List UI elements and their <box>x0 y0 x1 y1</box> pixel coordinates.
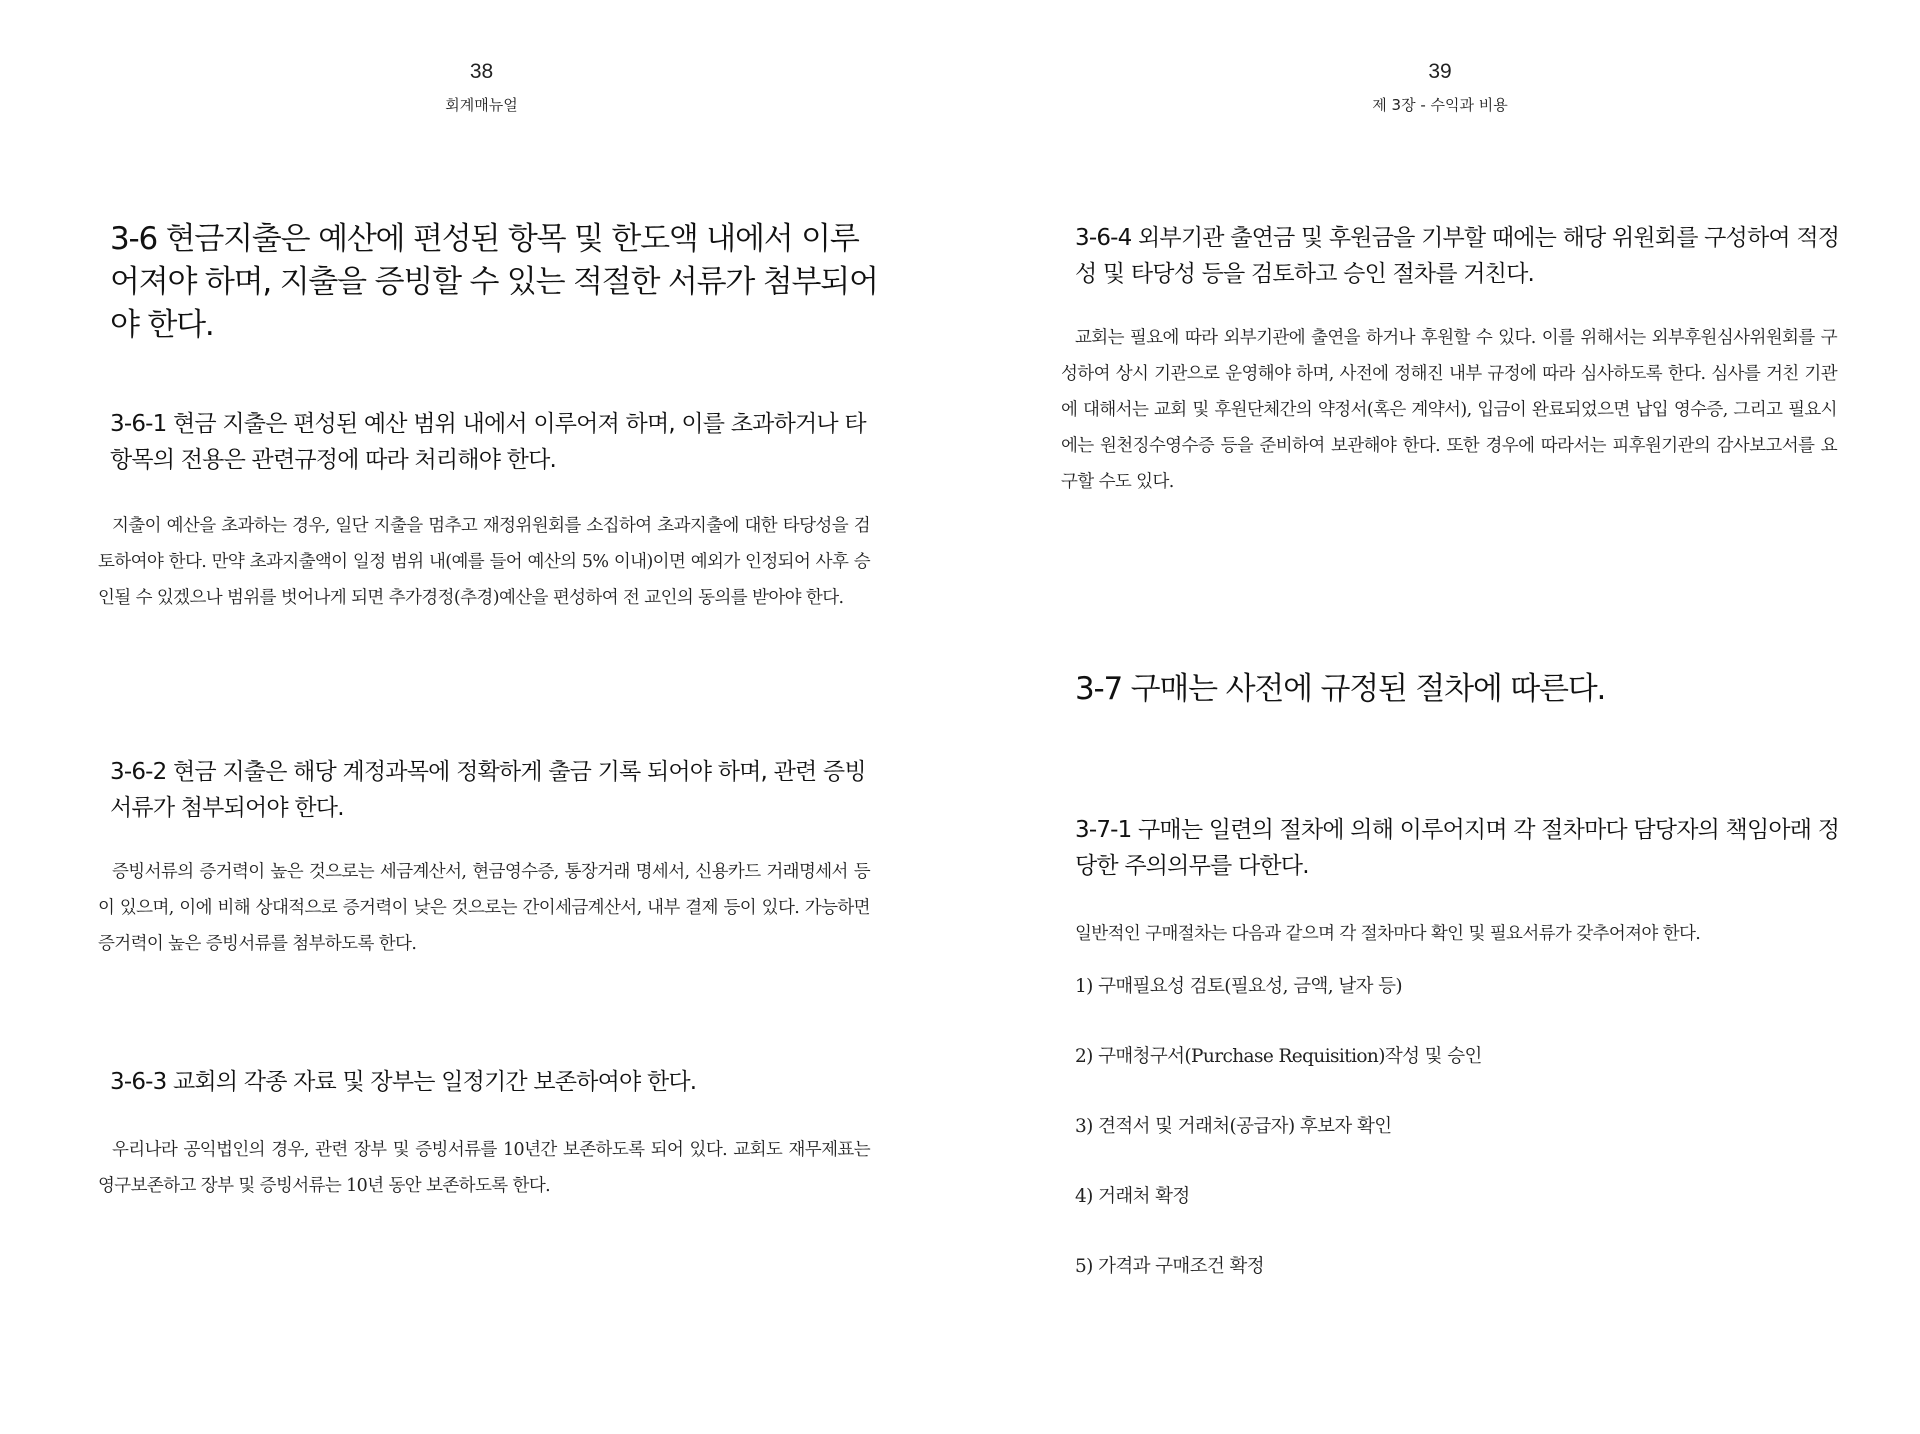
section-3-6-3 <box>110 1064 880 1100</box>
section-3-7-1-body <box>1061 916 1837 952</box>
section-3-6-1-body <box>98 508 870 616</box>
list-item: 4) 거래처 확정 <box>1075 1186 1190 1207</box>
body-paragraph: 우리나라 공익법인의 경우, 관련 장부 및 증빙서류를 10년간 보존하도록 되어 있다. 교회도 재무제표는 영구보존하고 장부 및 증빙서류는 10년 동안 보존하도록 한다. <box>98 1140 870 1196</box>
subsection-heading: 3-6-2 현금 지출은 해당 계정과목에 정확하게 출금 기록 되어야 하며, 관련 증빙서류가 첨부되어야 한다. <box>110 759 866 821</box>
subsection-heading: 3-7-1 구매는 일련의 절차에 의해 이루어지며 각 절차마다 담당자의 책임아래 정당한 주의의무를 다한다. <box>1075 817 1840 879</box>
list-item: 2) 구매청구서(Purchase Requisition)작성 및 승인 <box>1075 1046 1482 1067</box>
running-head: 회계매뉴얼 <box>445 96 518 114</box>
section-3-7-1 <box>1075 812 1845 884</box>
subsection-heading: 3-6-3 교회의 각종 자료 및 장부는 일정기간 보존하여야 한다. <box>110 1069 697 1095</box>
section-3-6-1 <box>110 406 880 478</box>
section-3-6-4-body <box>1061 320 1837 500</box>
body-paragraph: 지출이 예산을 초과하는 경우, 일단 지출을 멈추고 재정위원회를 소집하여 초과지출에 대한 타당성을 검토하여야 한다. 만약 초과지출액이 일정 범위 내(예를 들어 예산의 5% 이내)이면 예외가 인정되어 사후 승인될 수 있겠으나 범위를 벗어나게 되면 추가경정(추경)예산을 편성하여 전 교인의 동의를 받아야 한다. <box>98 516 870 608</box>
section-heading: 3-7 구매는 사전에 규정된 절차에 따른다. <box>1075 671 1606 707</box>
section-3-6-4 <box>1075 220 1845 292</box>
section-3-6-3-body <box>98 1132 870 1204</box>
right-page <box>960 0 1920 1434</box>
running-head: 제 3장 - 수익과 비용 <box>1372 96 1508 114</box>
body-paragraph: 교회는 필요에 따라 외부기관에 출연을 하거나 후원할 수 있다. 이를 위해서는 외부후원심사위원회를 구성하여 상시 기관으로 운영해야 하며, 사전에 정해진 내부 규정에 따라 심사하도록 한다. 심사를 거친 기관에 대해서는 교회 및 후원단체간의 약정서(혹은 계약서), 입금이 완료되었으면 납입 영수증, 그리고 필요시에는 원천징수영수증 등을 준비하여 보관해야 한다. 또한 경우에 따라서는 피후원기관의 감사보고서를 요구할 수도 있다. <box>1061 328 1837 492</box>
page-number: 39 <box>1428 60 1452 83</box>
subsection-heading: 3-6-4 외부기관 출연금 및 후원금을 기부할 때에는 해당 위원회를 구성하여 적정성 및 타당성 등을 검토하고 승인 절차를 거친다. <box>1075 225 1840 287</box>
section-3-7 <box>1075 668 1845 711</box>
section-3-6 <box>110 218 880 347</box>
section-heading: 3-6 현금지출은 예산에 편성된 항목 및 한도액 내에서 이루어져야 하며, 지출을 증빙할 수 있는 적절한 서류가 첨부되어야 한다. <box>110 221 878 343</box>
body-paragraph: 일반적인 구매절차는 다음과 같으며 각 절차마다 확인 및 필요서류가 갖추어져야 한다. <box>1075 924 1701 944</box>
list-item: 1) 구매필요성 검토(필요성, 금액, 날자 등) <box>1075 976 1403 997</box>
body-paragraph: 증빙서류의 증거력이 높은 것으로는 세금계산서, 현금영수증, 통장거래 명세서, 신용카드 거래명세서 등이 있으며, 이에 비해 상대적으로 증거력이 낮은 것으로는 간이세금계산서, 내부 결제 등이 있다. 가능하면 증거력이 높은 증빙서류를 첨부하도록 한다. <box>98 862 870 954</box>
list-item: 5) 가격과 구매조건 확정 <box>1075 1256 1265 1277</box>
section-3-6-2-body <box>98 854 870 962</box>
list-item: 3) 견적서 및 거래처(공급자) 후보자 확인 <box>1075 1116 1392 1137</box>
page-number: 38 <box>469 60 494 83</box>
subsection-heading: 3-6-1 현금 지출은 편성된 예산 범위 내에서 이루어져 하며, 이를 초과하거나 타 항목의 전용은 관련규정에 따라 처리해야 한다. <box>110 411 866 473</box>
section-3-6-2 <box>110 754 880 826</box>
